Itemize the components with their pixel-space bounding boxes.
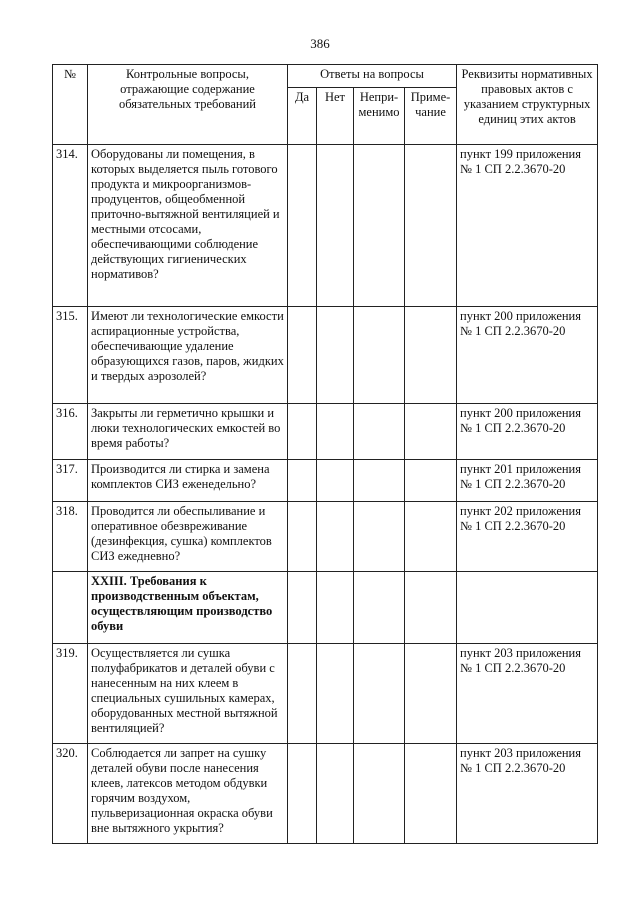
answer-no-cell: [317, 572, 354, 644]
header-requisites: Реквизиты нормативных правовых актов с указанием структурных единиц этих актов: [457, 65, 598, 145]
section-heading: XXIII. Требования к производственным объектам, осуществляющим производство обуви: [88, 572, 288, 644]
answer-note-cell: [405, 502, 457, 572]
table-row: [53, 307, 598, 404]
row-requisites: пункт 199 приложения № 1 СП 2.2.3670-20: [457, 145, 598, 307]
header-no: Нет: [317, 88, 354, 145]
answer-no-cell: [317, 744, 354, 844]
answer-na-cell: [354, 307, 405, 404]
answer-yes-cell: [288, 145, 317, 307]
row-question: Оборудованы ли помещения, в которых выделяется пыль готового продукта и микроорганизмов-продуцентов, общеобменной приточно-вытяжной вентиляцией и местными отсосами, обеспечивающими соблюдение действующих гигиенических нормативов?: [88, 145, 288, 307]
answer-no-cell: [317, 404, 354, 460]
answer-note-cell: [405, 744, 457, 844]
row-requisites: пункт 203 приложения № 1 СП 2.2.3670-20: [457, 744, 598, 844]
answer-yes-cell: [288, 644, 317, 744]
row-number: 318.: [53, 502, 88, 572]
table-row: [53, 404, 598, 460]
header-not-applicable: Непри-менимо: [354, 88, 405, 145]
row-number: [53, 572, 88, 644]
row-number: 320.: [53, 744, 88, 844]
answer-note-cell: [405, 644, 457, 744]
answer-note-cell: [405, 307, 457, 404]
row-question: Проводится ли обеспыливание и оперативное обезвреживание (дезинфекция, сушка) комплектов СИЗ ежедневно?: [88, 502, 288, 572]
answer-yes-cell: [288, 404, 317, 460]
answer-na-cell: [354, 460, 405, 502]
answer-no-cell: [317, 460, 354, 502]
row-requisites: пункт 201 приложения № 1 СП 2.2.3670-20: [457, 460, 598, 502]
answer-no-cell: [317, 644, 354, 744]
section-heading-row: [53, 572, 598, 644]
answer-note-cell: [405, 145, 457, 307]
answer-note-cell: [405, 460, 457, 502]
header-answers: Ответы на вопросы: [288, 65, 457, 88]
row-question: Закрыты ли герметично крышки и люки технологических емкостей во время работы?: [88, 404, 288, 460]
answer-note-cell: [405, 572, 457, 644]
answer-yes-cell: [288, 744, 317, 844]
answer-no-cell: [317, 307, 354, 404]
answer-no-cell: [317, 145, 354, 307]
row-number: 315.: [53, 307, 88, 404]
header-row-1: [53, 65, 598, 88]
answer-na-cell: [354, 572, 405, 644]
row-number: 319.: [53, 644, 88, 744]
row-requisites: пункт 202 приложения № 1 СП 2.2.3670-20: [457, 502, 598, 572]
answer-na-cell: [354, 644, 405, 744]
answer-note-cell: [405, 404, 457, 460]
row-question: Осуществляется ли сушка полуфабрикатов и деталей обуви с нанесенным на них клеем в специальных сушильных камерах, оборудованных местной вытяжной вентиляцией?: [88, 644, 288, 744]
row-question: Имеют ли технологические емкости аспирационные устройства, обеспечивающие удаление образующихся газов, паров, жидких и твердых аэрозолей?: [88, 307, 288, 404]
table-row: [53, 744, 598, 844]
row-question: Производится ли стирка и замена комплектов СИЗ еженедельно?: [88, 460, 288, 502]
answer-yes-cell: [288, 572, 317, 644]
row-number: 317.: [53, 460, 88, 502]
row-number: 314.: [53, 145, 88, 307]
row-requisites: пункт 203 приложения № 1 СП 2.2.3670-20: [457, 644, 598, 744]
answer-yes-cell: [288, 460, 317, 502]
answer-na-cell: [354, 145, 405, 307]
answer-na-cell: [354, 404, 405, 460]
answer-na-cell: [354, 744, 405, 844]
page-number: 386: [310, 36, 330, 51]
table-row: [53, 502, 598, 572]
table-row: [53, 644, 598, 744]
answer-yes-cell: [288, 502, 317, 572]
answer-no-cell: [317, 502, 354, 572]
row-number: 316.: [53, 404, 88, 460]
row-question: Соблюдается ли запрет на сушку деталей обуви после нанесения клеев, латексов методом обдувки горячим воздухом, пульверизационная окраска обуви вне вытяжного укрытия?: [88, 744, 288, 844]
header-note: Приме-чание: [405, 88, 457, 145]
answer-na-cell: [354, 502, 405, 572]
checklist-table: [52, 64, 598, 844]
header-yes: Да: [288, 88, 317, 145]
row-requisites: [457, 572, 598, 644]
table-row: [53, 145, 598, 307]
header-num: №: [53, 65, 88, 145]
row-requisites: пункт 200 приложения № 1 СП 2.2.3670-20: [457, 404, 598, 460]
row-requisites: пункт 200 приложения № 1 СП 2.2.3670-20: [457, 307, 598, 404]
table-row: [53, 460, 598, 502]
header-question: Контрольные вопросы, отражающие содержание обязательных требований: [88, 65, 288, 145]
answer-yes-cell: [288, 307, 317, 404]
